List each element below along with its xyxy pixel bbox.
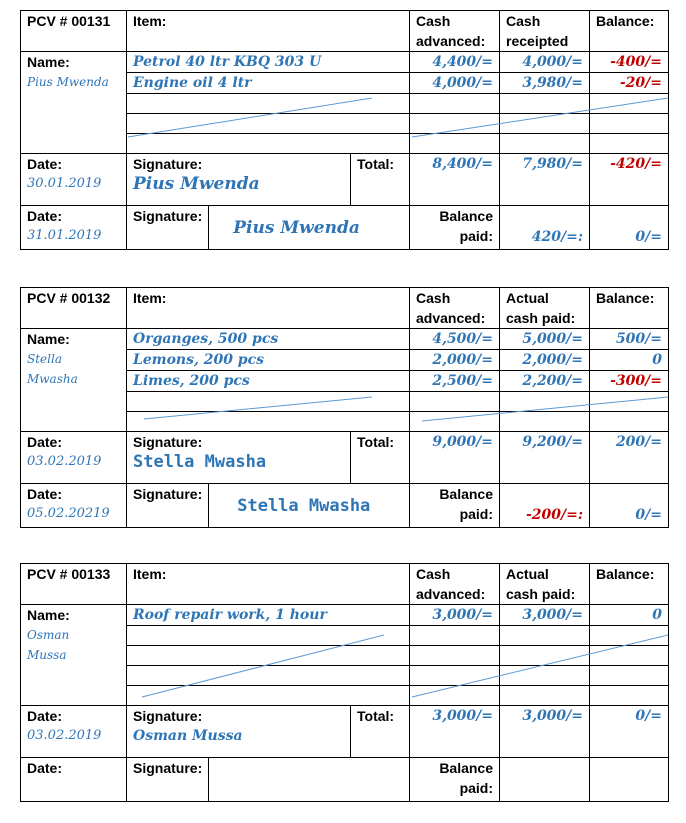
date-cell (21, 484, 127, 528)
date-label: Date: (27, 208, 63, 224)
final-balance: 0/= (590, 206, 669, 250)
date-value: 05.02.20219 (27, 506, 110, 521)
total-actual: 9,200/= (500, 432, 590, 484)
actual-cell: 2,200/= (500, 371, 590, 392)
cash-cell: 4,500/= (410, 329, 500, 350)
name-value-line2: Mwasha (27, 372, 78, 386)
cash-advanced-header: Cash advanced: (410, 288, 500, 329)
total-cash: 9,000/= (410, 432, 500, 484)
balance-paid-value (500, 758, 590, 802)
date-cell (21, 758, 127, 802)
actual-cash-paid-header: Actual cash paid: (500, 564, 590, 605)
date-cell (21, 154, 127, 206)
actual-cash-paid-header: Actual cash paid: (500, 288, 590, 329)
balance-cell: 0 (590, 605, 669, 626)
voucher-table (20, 287, 669, 528)
final-balance (590, 758, 669, 802)
date-label: Date: (27, 486, 63, 502)
signature-cell (127, 758, 410, 802)
date-cell (21, 706, 127, 758)
voucher-00133 (20, 563, 668, 802)
total-receipted: 7,980/= (500, 154, 590, 206)
date-label: Date: (27, 156, 63, 172)
signature-cell (127, 206, 410, 250)
receipted-cell: 4,000/= (500, 52, 590, 73)
balance-paid-value: 420/=: (500, 206, 590, 250)
signature-value: Pius Mwenda (133, 174, 260, 194)
name-cell (21, 605, 127, 706)
name-value-line2: Mussa (27, 648, 67, 662)
name-cell (21, 52, 127, 154)
total-label: Total: (351, 154, 410, 206)
cash-cell: 4,400/= (410, 52, 500, 73)
balance-header: Balance: (590, 11, 669, 52)
total-label: Total: (351, 706, 410, 758)
balance-paid-label: Balance paid: (410, 206, 500, 250)
name-label: Name: (27, 331, 70, 347)
actual-cell: 5,000/= (500, 329, 590, 350)
cash-advanced-header: Cash advanced: (410, 564, 500, 605)
signature-value: Pius Mwenda (233, 218, 360, 238)
cash-cell: 4,000/= (410, 73, 500, 94)
item-cell: Limes, 200 pcs (127, 371, 410, 392)
total-balance: 0/= (590, 706, 669, 758)
signature-cell (127, 432, 351, 484)
item-cell: Organges, 500 pcs (127, 329, 410, 350)
balance-cell: -20/= (590, 73, 669, 94)
voucher-table (20, 10, 669, 250)
balance-header: Balance: (590, 564, 669, 605)
cash-receipted-header: Cash receipted (500, 11, 590, 52)
signature-cell (127, 484, 410, 528)
cash-cell: 2,500/= (410, 371, 500, 392)
item-cell: Engine oil 4 ltr (127, 73, 410, 94)
item-header: Item: (127, 11, 410, 52)
name-value: Stella (27, 352, 62, 366)
signature-label: Signature: (133, 434, 203, 450)
item-cell: Lemons, 200 pcs (127, 350, 410, 371)
balance-header: Balance: (590, 288, 669, 329)
total-balance: 200/= (590, 432, 669, 484)
cash-cell: 3,000/= (410, 605, 500, 626)
signature-value: Stella Mwasha (237, 496, 371, 516)
pcv-number: PCV # 00133 (21, 564, 127, 605)
date-value: 30.01.2019 (27, 176, 102, 191)
name-label: Name: (27, 607, 70, 623)
pcv-number: PCV # 00132 (21, 288, 127, 329)
balance-cell: -400/= (590, 52, 669, 73)
cash-advanced-header: Cash advanced: (410, 11, 500, 52)
signature-label: Signature: (133, 156, 203, 172)
name-value: Osman (27, 628, 70, 642)
date-value: 03.02.2019 (27, 454, 102, 469)
balance-cell: 0 (590, 350, 669, 371)
balance-paid-value: -200/=: (500, 484, 590, 528)
item-cell: Petrol 40 ltr KBQ 303 U (127, 52, 410, 73)
final-balance: 0/= (590, 484, 669, 528)
voucher-table (20, 563, 669, 802)
voucher-00132 (20, 287, 668, 528)
balance-cell: 500/= (590, 329, 669, 350)
date-value: 31.01.2019 (27, 228, 102, 243)
cash-cell: 2,000/= (410, 350, 500, 371)
date-label: Date: (27, 760, 63, 776)
voucher-00131 (20, 10, 668, 250)
total-cash: 3,000/= (410, 706, 500, 758)
pcv-number: PCV # 00131 (21, 11, 127, 52)
item-cell: Roof repair work, 1 hour (127, 605, 410, 626)
signature-value: Stella Mwasha (133, 452, 267, 472)
signature-label: Signature: (133, 208, 203, 224)
actual-cell: 3,000/= (500, 605, 590, 626)
date-cell (21, 432, 127, 484)
name-label: Name: (27, 54, 70, 70)
total-label: Total: (351, 432, 410, 484)
balance-paid-label: Balance paid: (410, 484, 500, 528)
signature-cell (127, 154, 351, 206)
item-header: Item: (127, 564, 410, 605)
item-header: Item: (127, 288, 410, 329)
signature-label: Signature: (133, 486, 203, 502)
signature-cell (127, 706, 351, 758)
balance-paid-label: Balance paid: (410, 758, 500, 802)
signature-label: Signature: (133, 708, 203, 724)
name-value: Pius Mwenda (27, 75, 109, 89)
total-balance: -420/= (590, 154, 669, 206)
date-cell (21, 206, 127, 250)
signature-value: Osman Mussa (133, 728, 243, 744)
date-value: 03.02.2019 (27, 728, 102, 743)
receipted-cell: 3,980/= (500, 73, 590, 94)
date-label: Date: (27, 434, 63, 450)
actual-cell: 2,000/= (500, 350, 590, 371)
date-label: Date: (27, 708, 63, 724)
total-actual: 3,000/= (500, 706, 590, 758)
signature-label: Signature: (133, 760, 203, 776)
total-cash: 8,400/= (410, 154, 500, 206)
name-cell (21, 329, 127, 432)
balance-cell: -300/= (590, 371, 669, 392)
